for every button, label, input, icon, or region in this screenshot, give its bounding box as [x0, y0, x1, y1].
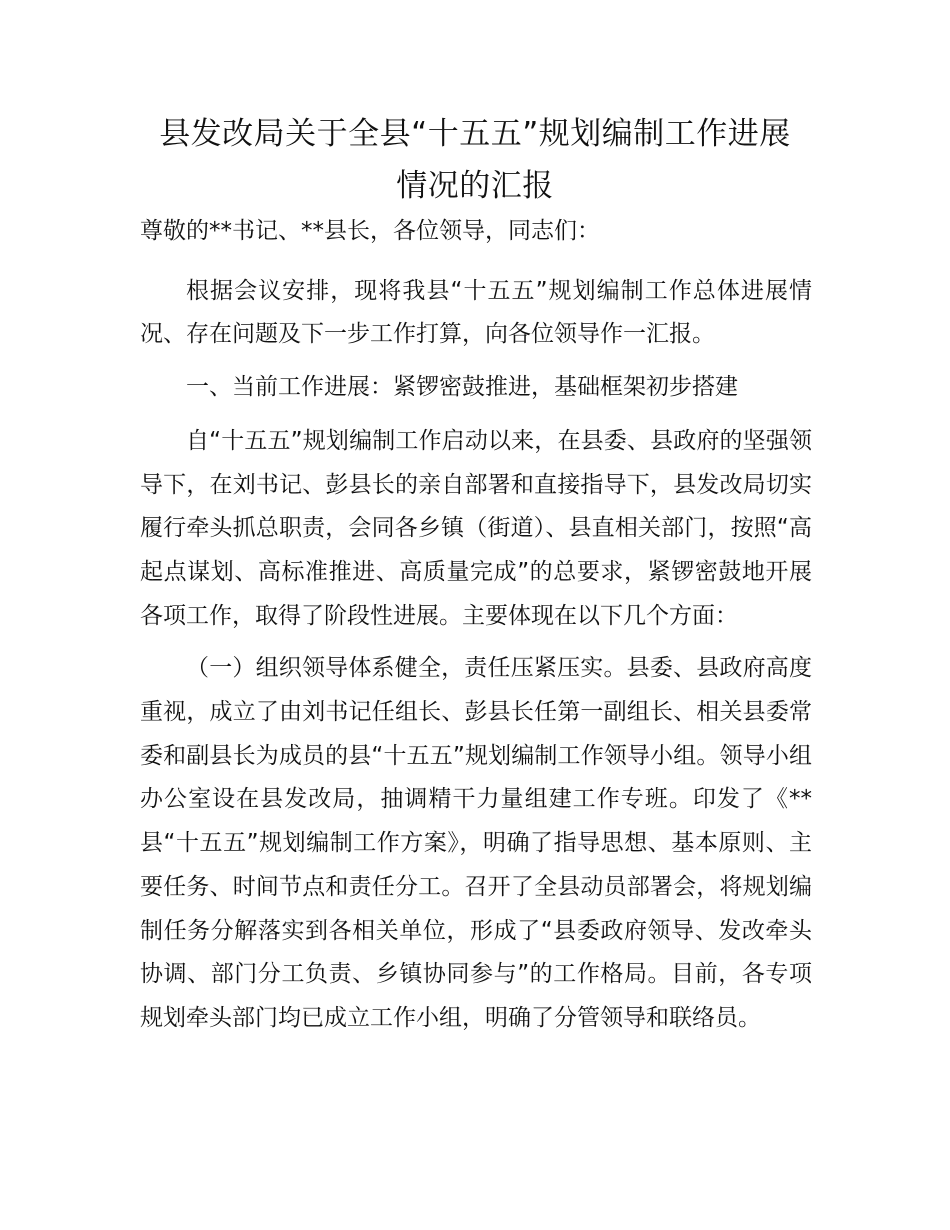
title-line-1: 县发改局关于全县“十五五”规划编制工作进展: [159, 116, 791, 152]
document-body: [140, 210, 812, 1050]
subsection-1-paragraph: （一）组织领导体系健全，责任压紧压实。县委、县政府高度重视，成立了由刘书记任组长、彭县长任第一副组长、相关县委常委和副县长为成员的县“十五五”规划编制工作领导小组。领导小组办公室设在县发改局，抽调精干力量组建工作专班。印发了《**县“十五五”规划编制工作方案》，明确了指导思想、基本原则、主要任务、时间节点和责任分工。召开了全县动员部署会，将规划编制任务分解落实到各相关单位，形成了“县委政府领导、发改牵头协调、部门分工负责、乡镇协同参与”的工作格局。目前，各专项规划牵头部门均已成立工作小组，明确了分管领导和联络员。: [140, 655, 812, 1031]
intro-paragraph: 根据会议安排，现将我县“十五五”规划编制工作总体进展情况、存在问题及下一步工作打算，向各位领导作一汇报。: [140, 277, 812, 348]
section-1-heading: 一、当前工作进展：紧锣密鼓推进，基础框架初步搭建: [186, 374, 738, 401]
document-title: [120, 108, 830, 212]
salutation: 尊敬的**书记、**县长，各位领导，同志们：: [140, 218, 600, 244]
section-1-paragraph: 自“十五五”规划编制工作启动以来，在县委、县政府的坚强领导下，在刘书记、彭县长的亲自部署和直接指导下，县发改局切实履行牵头抓总职责，会同各乡镇（街道）、县直相关部门，按照“高起点谋划、高标准推进、高质量完成”的总要求，紧锣密鼓地开展各项工作，取得了阶段性进展。主要体现在以下几个方面：: [140, 427, 812, 629]
title-line-2: 情况的汇报: [396, 168, 554, 204]
